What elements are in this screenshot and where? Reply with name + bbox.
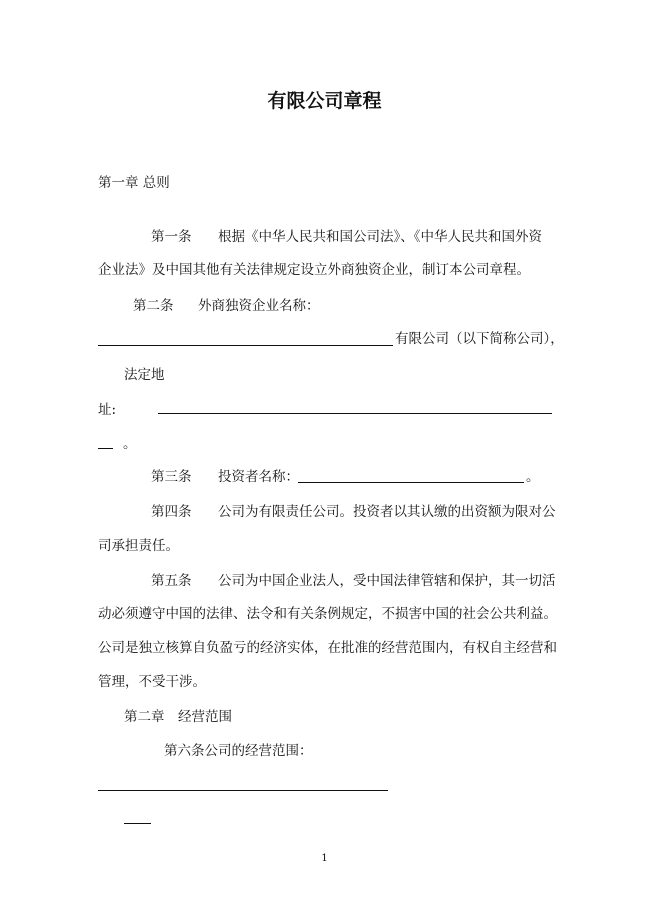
- article-2-suffix: 有限公司（以下简称公司），: [395, 331, 564, 347]
- article-2-label: 第二条: [133, 298, 174, 314]
- page-number: 1: [321, 853, 328, 864]
- address-label-line-2: 址:: [98, 402, 117, 418]
- business-scope-blank-2: [124, 823, 151, 824]
- article-5-line-4: 管理，不受干涉。: [98, 674, 206, 690]
- investor-name-blank: [298, 482, 524, 483]
- article-5-line-1: 公司为中国企业法人，受中国法律管辖和保护，其一切活: [218, 573, 556, 589]
- article-5-line-3: 公司是独立核算自负盈亏的经济实体，在批准的经营范围内，有权自主经营和: [98, 640, 557, 656]
- chapter-2-heading: 第二章 经营范围: [124, 709, 232, 725]
- chapter-1-heading: 第一章 总则: [98, 175, 170, 191]
- article-1-label: 第一条: [151, 229, 192, 245]
- business-scope-blank-1: [98, 790, 388, 791]
- article-1-line-2: 企业法》及中国其他有关法律规定设立外商独资企业，制订本公司章程。: [98, 262, 530, 278]
- address-label-line-1: 法定地: [124, 367, 165, 383]
- article-4-line-1: 公司为有限责任公司。投资者以其认缴的出资额为限对公: [218, 504, 556, 520]
- article-4-label: 第四条: [151, 504, 192, 520]
- article-3-text: 投资者名称：: [218, 469, 299, 485]
- address-end-mark: 。: [123, 436, 137, 452]
- article-2-text: 外商独资企业名称：: [198, 298, 320, 314]
- article-1-line-1: 根据《中华人民共和国公司法》、《中华人民共和国外资: [218, 229, 542, 245]
- address-blank-2: [98, 448, 113, 449]
- article-6-text: 第六条公司的经营范围：: [164, 743, 313, 759]
- address-blank-1: [158, 413, 552, 414]
- article-5-label: 第五条: [151, 573, 192, 589]
- article-3-end-mark: 。: [526, 469, 540, 485]
- article-5-line-2: 动必须遵守中国的法律、法令和有关条例规定，不损害中国的社会公共利益。: [98, 606, 557, 622]
- document-title: 有限公司章程: [267, 90, 382, 112]
- article-4-line-2: 司承担责任。: [98, 538, 179, 554]
- article-3-label: 第三条: [151, 469, 192, 485]
- company-name-blank: [98, 345, 393, 346]
